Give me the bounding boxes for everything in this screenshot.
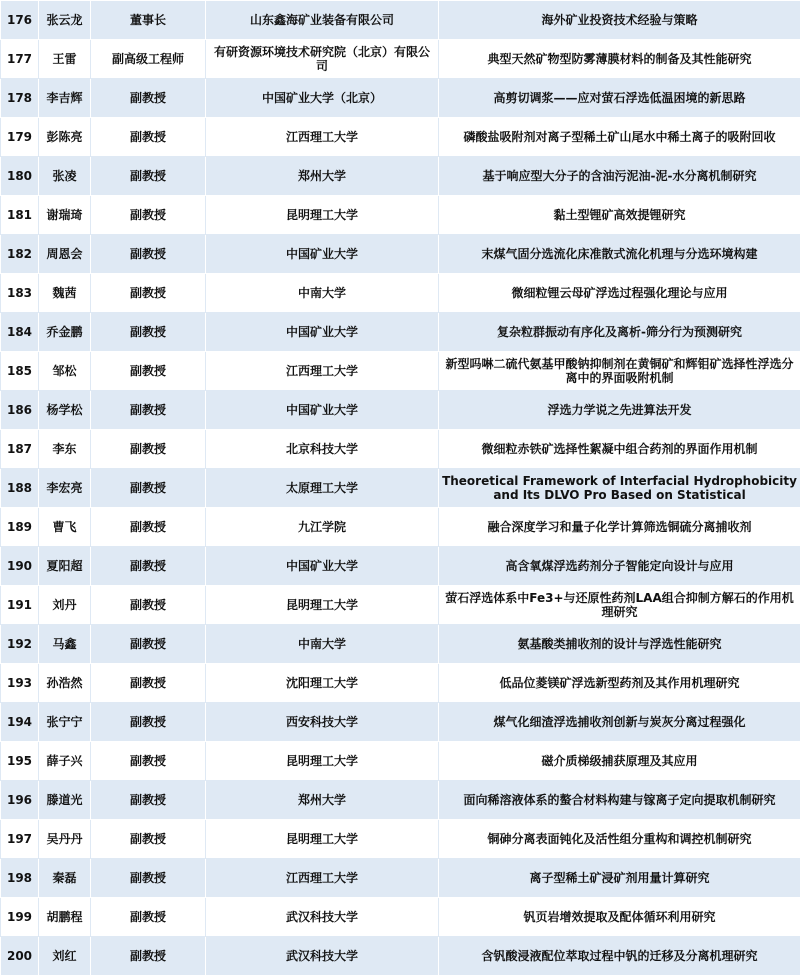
- table-row: [1, 937, 800, 976]
- job-title: 副教授: [91, 79, 206, 118]
- report-topic: 复杂粒群振动有序化及离析-筛分行为预测研究: [439, 313, 800, 352]
- table-row: [1, 157, 800, 196]
- organization: 昆明理工大学: [206, 586, 439, 625]
- report-topic: 基于响应型大分子的含油污泥油-泥-水分离机制研究: [439, 157, 800, 196]
- organization: 中国矿业大学: [206, 391, 439, 430]
- job-title: 副教授: [91, 157, 206, 196]
- person-name: 张云龙: [39, 1, 91, 40]
- organization: 山东鑫海矿业装备有限公司: [206, 1, 439, 40]
- report-topic: Theoretical Framework of Interfacial Hydrophobicity and Its DLVO Pro Based on Statistical: [439, 469, 800, 508]
- job-title: 董事长: [91, 1, 206, 40]
- table-row: [1, 352, 800, 391]
- row-number: 197: [1, 820, 39, 859]
- organization: 西安科技大学: [206, 703, 439, 742]
- organization: 中国矿业大学: [206, 235, 439, 274]
- row-number: 190: [1, 547, 39, 586]
- job-title: 副教授: [91, 313, 206, 352]
- person-name: 周恩会: [39, 235, 91, 274]
- person-name: 李宏亮: [39, 469, 91, 508]
- report-topic: 融合深度学习和量子化学计算筛选铜硫分离捕收剂: [439, 508, 800, 547]
- job-title: 副教授: [91, 781, 206, 820]
- organization: 中国矿业大学（北京）: [206, 79, 439, 118]
- report-topic: 海外矿业投资技术经验与策略: [439, 1, 800, 40]
- person-name: 曹飞: [39, 508, 91, 547]
- job-title: 副教授: [91, 898, 206, 937]
- person-name: 彭陈亮: [39, 118, 91, 157]
- organization: 中南大学: [206, 625, 439, 664]
- report-topic: 磁介质梯级捕获原理及其应用: [439, 742, 800, 781]
- row-number: 178: [1, 79, 39, 118]
- organization: 江西理工大学: [206, 118, 439, 157]
- row-number: 195: [1, 742, 39, 781]
- person-name: 邹松: [39, 352, 91, 391]
- report-topic: 钒页岩增效提取及配体循环利用研究: [439, 898, 800, 937]
- organization: 昆明理工大学: [206, 196, 439, 235]
- job-title: 副教授: [91, 742, 206, 781]
- person-name: 魏茜: [39, 274, 91, 313]
- table-row: [1, 781, 800, 820]
- report-topic: 离子型稀土矿浸矿剂用量计算研究: [439, 859, 800, 898]
- table-row: [1, 820, 800, 859]
- table-row: [1, 391, 800, 430]
- job-title: 副教授: [91, 430, 206, 469]
- table-row: [1, 313, 800, 352]
- table-row: [1, 508, 800, 547]
- row-number: 176: [1, 1, 39, 40]
- row-number: 193: [1, 664, 39, 703]
- table-row: [1, 664, 800, 703]
- row-number: 199: [1, 898, 39, 937]
- report-topic: 铜砷分离表面钝化及活性组分重构和调控机制研究: [439, 820, 800, 859]
- job-title: 副教授: [91, 625, 206, 664]
- report-topic: 末煤气固分选流化床准散式流化机理与分选环境构建: [439, 235, 800, 274]
- person-name: 张凌: [39, 157, 91, 196]
- row-number: 200: [1, 937, 39, 976]
- table-row: [1, 40, 800, 79]
- person-name: 张宁宁: [39, 703, 91, 742]
- organization: 太原理工大学: [206, 469, 439, 508]
- job-title: 副教授: [91, 274, 206, 313]
- report-topic: 黏土型锂矿高效提锂研究: [439, 196, 800, 235]
- table-row: [1, 79, 800, 118]
- table-row: [1, 469, 800, 508]
- table-body: [1, 1, 800, 976]
- job-title: 副教授: [91, 196, 206, 235]
- table-row: [1, 1, 800, 40]
- job-title: 副教授: [91, 586, 206, 625]
- table-row: [1, 898, 800, 937]
- organization: 中国矿业大学: [206, 547, 439, 586]
- report-topic: 萤石浮选体系中Fe3+与还原性药剂LAA组合抑制方解石的作用机理研究: [439, 586, 800, 625]
- table-row: [1, 859, 800, 898]
- report-topic: 煤气化细渣浮选捕收剂创新与炭灰分离过程强化: [439, 703, 800, 742]
- report-topic: 磷酸盐吸附剂对离子型稀土矿山尾水中稀土离子的吸附回收: [439, 118, 800, 157]
- job-title: 副教授: [91, 703, 206, 742]
- organization: 武汉科技大学: [206, 898, 439, 937]
- job-title: 副教授: [91, 664, 206, 703]
- row-number: 192: [1, 625, 39, 664]
- row-number: 189: [1, 508, 39, 547]
- person-name: 李东: [39, 430, 91, 469]
- row-number: 184: [1, 313, 39, 352]
- row-number: 198: [1, 859, 39, 898]
- table-row: [1, 274, 800, 313]
- report-topic: 高剪切调浆——应对萤石浮选低温困境的新思路: [439, 79, 800, 118]
- organization: 昆明理工大学: [206, 742, 439, 781]
- organization: 武汉科技大学: [206, 937, 439, 976]
- organization: 中国矿业大学: [206, 313, 439, 352]
- row-number: 177: [1, 40, 39, 79]
- job-title: 副教授: [91, 235, 206, 274]
- organization: 北京科技大学: [206, 430, 439, 469]
- row-number: 179: [1, 118, 39, 157]
- table-row: [1, 703, 800, 742]
- report-topic: 面向稀溶液体系的螯合材料构建与镓离子定向提取机制研究: [439, 781, 800, 820]
- person-name: 吴丹丹: [39, 820, 91, 859]
- person-name: 刘丹: [39, 586, 91, 625]
- person-name: 夏阳超: [39, 547, 91, 586]
- job-title: 副教授: [91, 859, 206, 898]
- person-name: 薛子兴: [39, 742, 91, 781]
- person-name: 谢瑞琦: [39, 196, 91, 235]
- table-row: [1, 235, 800, 274]
- table-row: [1, 118, 800, 157]
- person-name: 孙浩然: [39, 664, 91, 703]
- organization: 九江学院: [206, 508, 439, 547]
- table-row: [1, 547, 800, 586]
- job-title: 副教授: [91, 391, 206, 430]
- report-topic: 典型天然矿物型防雾薄膜材料的制备及其性能研究: [439, 40, 800, 79]
- organization: 中南大学: [206, 274, 439, 313]
- person-name: 胡鹏程: [39, 898, 91, 937]
- job-title: 副教授: [91, 508, 206, 547]
- job-title: 副教授: [91, 547, 206, 586]
- row-number: 180: [1, 157, 39, 196]
- job-title: 副教授: [91, 352, 206, 391]
- person-name: 杨学松: [39, 391, 91, 430]
- table-row: [1, 196, 800, 235]
- person-name: 王雷: [39, 40, 91, 79]
- row-number: 185: [1, 352, 39, 391]
- job-title: 副教授: [91, 820, 206, 859]
- report-topic: 低品位菱镁矿浮选新型药剂及其作用机理研究: [439, 664, 800, 703]
- row-number: 183: [1, 274, 39, 313]
- organization: 沈阳理工大学: [206, 664, 439, 703]
- report-topic: 微细粒锂云母矿浮选过程强化理论与应用: [439, 274, 800, 313]
- report-topic: 含钒酸浸液配位萃取过程中钒的迁移及分离机理研究: [439, 937, 800, 976]
- organization: 江西理工大学: [206, 859, 439, 898]
- person-name: 李吉辉: [39, 79, 91, 118]
- table-row: [1, 625, 800, 664]
- person-name: 乔金鹏: [39, 313, 91, 352]
- report-topic: 微细粒赤铁矿选择性絮凝中组合药剂的界面作用机制: [439, 430, 800, 469]
- report-topic: 新型吗啉二硫代氨基甲酸钠抑制剂在黄铜矿和辉钼矿选择性浮选分离中的界面吸附机制: [439, 352, 800, 391]
- row-number: 187: [1, 430, 39, 469]
- report-topic: 氨基酸类捕收剂的设计与浮选性能研究: [439, 625, 800, 664]
- row-number: 188: [1, 469, 39, 508]
- person-name: 滕道光: [39, 781, 91, 820]
- report-topic: 浮选力学说之先进算法开发: [439, 391, 800, 430]
- job-title: 副教授: [91, 118, 206, 157]
- table-row: [1, 742, 800, 781]
- organization: 昆明理工大学: [206, 820, 439, 859]
- row-number: 182: [1, 235, 39, 274]
- report-topic: 高含氧煤浮选药剂分子智能定向设计与应用: [439, 547, 800, 586]
- organization: 郑州大学: [206, 781, 439, 820]
- person-name: 秦磊: [39, 859, 91, 898]
- row-number: 181: [1, 196, 39, 235]
- table-row: [1, 586, 800, 625]
- row-number: 186: [1, 391, 39, 430]
- row-number: 194: [1, 703, 39, 742]
- organization: 江西理工大学: [206, 352, 439, 391]
- job-title: 副教授: [91, 469, 206, 508]
- organization: 郑州大学: [206, 157, 439, 196]
- job-title: 副教授: [91, 937, 206, 976]
- row-number: 191: [1, 586, 39, 625]
- organization: 有研资源环境技术研究院（北京）有限公司: [206, 40, 439, 79]
- person-name: 马鑫: [39, 625, 91, 664]
- job-title: 副高级工程师: [91, 40, 206, 79]
- row-number: 196: [1, 781, 39, 820]
- table-row: [1, 430, 800, 469]
- person-name: 刘红: [39, 937, 91, 976]
